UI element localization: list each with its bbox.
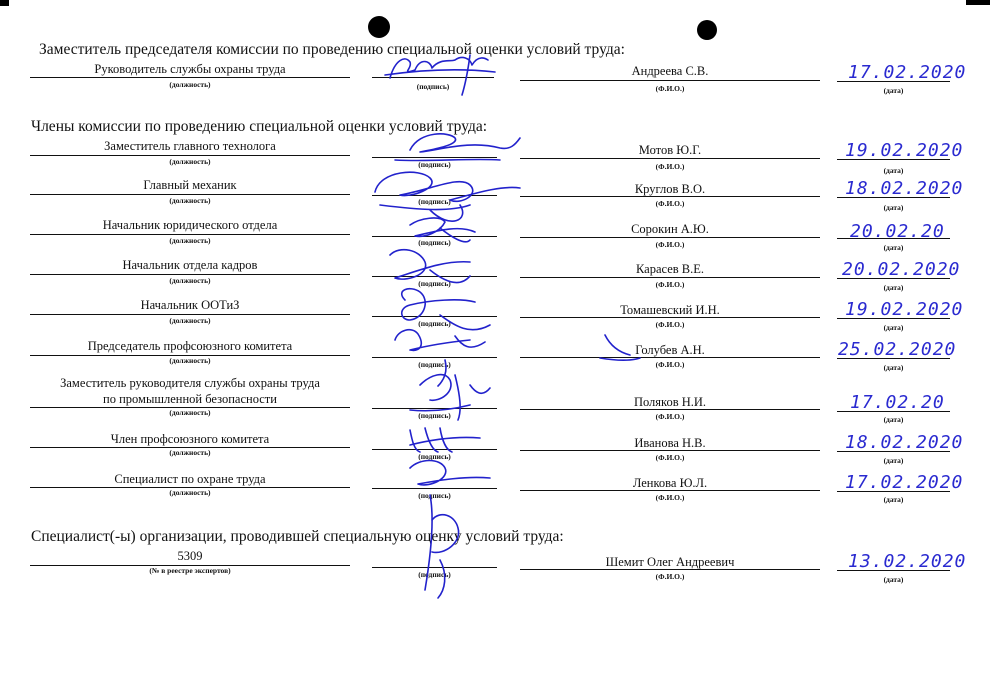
expert-registry-number: 5309 [177, 549, 203, 563]
signature-caption: (подпись) [418, 452, 451, 461]
member-position: Председатель профсоюзного комитета [87, 339, 293, 353]
signature-caption: (подпись) [418, 570, 451, 579]
fio-caption: (Ф.И.О.) [655, 240, 685, 249]
date-caption: (дата) [883, 243, 904, 252]
date-caption: (дата) [883, 415, 904, 424]
position-caption: (должность) [169, 196, 211, 205]
position-caption: (должность) [169, 488, 211, 497]
date-caption: (дата) [883, 283, 904, 292]
date-caption: (дата) [883, 575, 904, 584]
fio-caption: (Ф.И.О.) [655, 280, 685, 289]
signature-scribble [410, 461, 490, 591]
signature-caption: (подпись) [418, 319, 451, 328]
member-position: Член профсоюзного комитета [110, 432, 270, 446]
signature-caption: (подпись) [418, 197, 451, 206]
member-date: 18.02.2020 [845, 178, 964, 199]
position-caption: (должность) [169, 80, 211, 89]
signature-caption: (подпись) [418, 160, 451, 169]
position-caption: (должность) [169, 408, 211, 417]
member-date: 17.02.20 [850, 392, 945, 413]
signature-scribble [410, 375, 490, 420]
member-name: Томашевский И.Н. [620, 303, 720, 317]
fio-caption: (Ф.И.О.) [655, 360, 685, 369]
member-date: 17.02.2020 [845, 472, 964, 493]
position-caption: (должность) [169, 276, 211, 285]
chair-deputy-date: 17.02.2020 [848, 62, 967, 83]
signature-caption: (подпись) [418, 491, 451, 500]
signature-caption: (подпись) [418, 360, 451, 369]
member-position: Начальник юридического отдела [102, 218, 278, 232]
fio-caption: (Ф.И.О.) [655, 199, 685, 208]
signature-caption: (подпись) [418, 411, 451, 420]
signature-scribble [410, 218, 475, 242]
member-position: Заместитель главного технолога [104, 139, 276, 153]
registry-caption: (№ в реестре экспертов) [149, 566, 231, 575]
fio-caption: (Ф.И.О.) [655, 493, 685, 502]
date-caption: (дата) [883, 456, 904, 465]
chair-deputy-name: Андреева С.В. [631, 64, 709, 78]
member-name: Сорокин А.Ю. [631, 222, 709, 236]
member-date: 18.02.2020 [845, 432, 964, 453]
member-position-line1: Заместитель руководителя службы охраны труда [60, 376, 320, 390]
member-date: 20.02.20 [850, 221, 945, 242]
expert-date: 13.02.2020 [848, 551, 967, 572]
date-caption: (дата) [883, 166, 904, 175]
signature-scribble [375, 172, 520, 221]
members-heading: Члены комиссии по проведению специальной оценки условий труда: [31, 118, 488, 135]
signature-scribble [410, 428, 480, 452]
signature-scribble [390, 250, 470, 283]
signature-caption: (подпись) [418, 238, 451, 247]
position-caption: (должность) [169, 448, 211, 457]
member-position-line2: по промышленной безопасности [103, 392, 277, 406]
member-name: Карасев В.Е. [635, 262, 705, 276]
member-position: Начальник отдела кадров [122, 258, 258, 272]
signature-scribble [385, 55, 495, 95]
signature-caption: (подпись) [416, 82, 450, 91]
date-caption: (дата) [883, 203, 904, 212]
position-caption: (должность) [169, 157, 211, 166]
chair-deputy-position: Руководитель службы охраны труда [94, 62, 286, 76]
date-caption: (дата) [883, 86, 904, 95]
member-date: 20.02.2020 [842, 259, 961, 280]
member-name: Иванова Н.В. [634, 436, 706, 450]
signature-scribble [432, 515, 459, 598]
position-caption: (должность) [169, 316, 211, 325]
fio-caption: (Ф.И.О.) [655, 84, 685, 93]
member-position: Главный механик [143, 178, 237, 192]
expert-name: Шемит Олег Андреевич [605, 555, 735, 569]
signature-caption: (подпись) [418, 279, 451, 288]
signature-scribble [395, 330, 485, 386]
signature-scribble [395, 134, 520, 161]
chair-deputy-heading: Заместитель председателя комиссии по проведению специальной оценки условий труда: [39, 41, 625, 58]
member-name: Ленкова Ю.Л. [632, 476, 708, 490]
member-name: Голубев А.Н. [635, 343, 705, 357]
member-position: Начальник ООТиЗ [140, 298, 240, 312]
position-caption: (должность) [169, 356, 211, 365]
date-caption: (дата) [883, 323, 904, 332]
member-date: 19.02.2020 [845, 140, 964, 161]
member-date: 25.02.2020 [838, 339, 957, 360]
fio-caption: (Ф.И.О.) [655, 453, 685, 462]
signature-scribble [600, 335, 640, 360]
member-name: Мотов Ю.Г. [638, 143, 702, 157]
member-name: Круглов В.О. [634, 182, 706, 196]
member-position: Специалист по охране труда [114, 472, 266, 486]
signature-scribble [402, 289, 490, 330]
position-caption: (должность) [169, 236, 211, 245]
fio-caption: (Ф.И.О.) [655, 412, 685, 421]
fio-caption: (Ф.И.О.) [655, 572, 685, 581]
fio-caption: (Ф.И.О.) [655, 320, 685, 329]
date-caption: (дата) [883, 363, 904, 372]
expert-heading: Специалист(-ы) организации, проводившей специальную оценку условий труда: [31, 528, 564, 545]
member-date: 19.02.2020 [845, 299, 964, 320]
member-name: Поляков Н.И. [633, 395, 707, 409]
fio-caption: (Ф.И.О.) [655, 162, 685, 171]
date-caption: (дата) [883, 495, 904, 504]
